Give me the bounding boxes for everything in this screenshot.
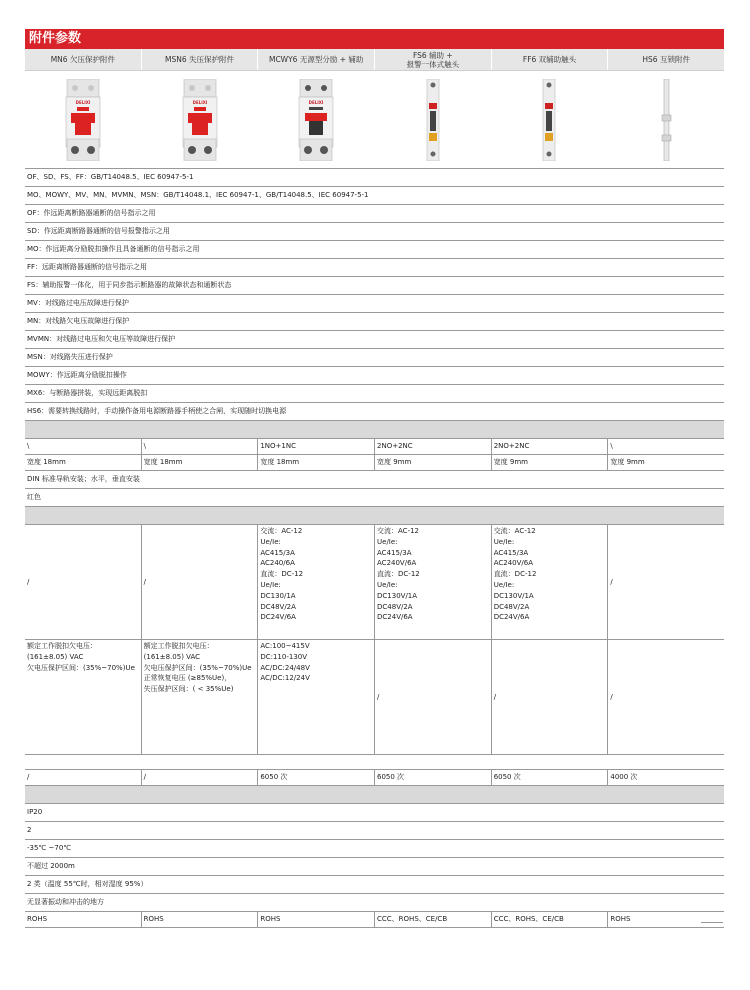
rating-line: AC415/3A <box>493 548 529 557</box>
rating-line: DC24V/6A <box>260 613 296 622</box>
description-rows <box>25 169 724 421</box>
product-hs6 <box>608 71 725 168</box>
table-cell: 宽度 9mm <box>610 458 645 466</box>
desc-row: MO、MOWY、MV、MN、MVMN、MSN：GB/T14048.1、IEC 60947-1、GB/T14048.5、IEC 60947-5-1 <box>25 187 724 205</box>
rating-line: 直流：DC-12 <box>260 570 304 579</box>
rating-line: DC130V/1A <box>377 591 418 600</box>
rating-line: DC48V/2A <box>493 602 530 611</box>
rating-line: AC240V/6A <box>377 559 417 568</box>
rating-line: AC240/6A <box>260 559 295 568</box>
env-row: 2 类（温度 55℃时，相对湿度 95%） <box>25 876 724 894</box>
desc-row: MO：作远距离分励脱扣操作且具备通断的信号指示之用 <box>25 241 724 259</box>
table-cell: ROHS <box>25 912 142 927</box>
rating-line: 直流：DC-12 <box>493 570 537 579</box>
desc-row: FF：远距离断路器通断的信号指示之用 <box>25 259 724 277</box>
desc-row: MN：对线路欠电压故障进行保护 <box>25 313 724 331</box>
rating-line: Ue/Ie: <box>493 537 515 546</box>
rating-line: Ue/Ie: <box>260 537 281 546</box>
rating-line: DC48V/2A <box>260 602 296 611</box>
rating-line: DC130V/1A <box>493 591 534 600</box>
color-row: 红色 <box>25 489 724 507</box>
table-cell: 2NO+2NC <box>375 439 492 454</box>
table-cell <box>25 640 142 754</box>
shunt-auxiliary-module-icon <box>296 79 336 161</box>
rating-line: Ue/Ie: <box>493 580 515 589</box>
contacts-row <box>25 439 724 455</box>
voltage-line: 额定工作脱扣欠电压： <box>143 642 214 650</box>
rating-line: 交流：AC-12 <box>260 527 303 535</box>
rating-line: Ue/Ie: <box>377 537 398 546</box>
section-title: 附件参数 <box>25 29 724 49</box>
interlock-accessory-icon <box>656 79 676 161</box>
spacer-row <box>25 755 724 770</box>
certification-row <box>25 912 724 928</box>
desc-row: FS：辅助报警一体化，用于同步指示断路器的故障状态和通断状态 <box>25 277 724 295</box>
env-row: 不超过 2000m <box>25 858 724 876</box>
table-cell: / <box>25 770 142 785</box>
table-cell: / <box>25 525 142 639</box>
end-rule <box>701 922 723 923</box>
table-cell: / <box>492 640 609 754</box>
voltage-line: DC:110-130V <box>260 652 308 661</box>
desc-row: HS6：需要转换线路时，手动操作备用电源断路器手柄使之合闸，实现随时切换电源 <box>25 403 724 421</box>
rating-line: DC130/1A <box>260 591 296 600</box>
rating-line: Ue/Ie: <box>377 580 398 589</box>
section-band <box>25 421 724 439</box>
table-cell: 6050 次 <box>492 770 609 785</box>
rating-line: DC24V/6A <box>377 613 413 622</box>
environment-rows <box>25 804 724 912</box>
table-cell: 1NO+1NC <box>258 439 375 454</box>
table-cell: 宽度 18mm <box>142 455 259 470</box>
header-hs6: HS6 互锁附件 <box>642 55 690 64</box>
product-image-row <box>25 71 724 169</box>
voltage-line: AC/DC:24/48V <box>260 663 310 672</box>
table-cell: / <box>142 525 259 639</box>
table-cell: 宽度 18mm <box>25 455 142 470</box>
rating-line: AC240V/6A <box>493 559 533 568</box>
desc-row: MV：对线路过电压故障进行保护 <box>25 295 724 313</box>
desc-row: OF：作远距离断路器通断的信号指示之用 <box>25 205 724 223</box>
rating-line: DC48V/2A <box>377 602 413 611</box>
undervoltage-module-icon <box>63 79 103 161</box>
brand-label: DELIXI <box>308 99 324 105</box>
desc-row: MSN：对线路失压进行保护 <box>25 349 724 367</box>
rating-line: AC415/3A <box>260 548 295 557</box>
table-cell <box>142 640 259 754</box>
table-cell: 6050 次 <box>258 770 375 785</box>
table-cell: / <box>610 693 613 701</box>
aux-alarm-contact-icon <box>423 79 443 161</box>
ratings-row <box>25 525 724 640</box>
accessory-parameters-table <box>25 29 724 928</box>
rating-line: 直流：DC-12 <box>377 570 420 579</box>
voltage-row <box>25 640 724 755</box>
table-cell: 宽度 9mm <box>375 455 492 470</box>
table-cell: 2NO+2NC <box>492 439 609 454</box>
no-voltage-module-icon <box>180 79 220 161</box>
table-cell: CCC、ROHS、CE/CB <box>375 912 492 927</box>
installation-row: DIN 标准导轨安装；水平，垂直安装 <box>25 471 724 489</box>
table-cell: CCC、ROHS、CE/CB <box>492 912 609 927</box>
env-row: 无显著振动和冲击的地方 <box>25 894 724 912</box>
table-cell <box>258 525 375 639</box>
voltage-line: (161±8.05) VAC <box>143 652 201 661</box>
section-band <box>25 507 724 525</box>
desc-row: MX6：与断路器拼装，实现远距离脱扣 <box>25 385 724 403</box>
table-cell: / <box>610 578 613 586</box>
table-cell: 6050 次 <box>375 770 492 785</box>
table-cell: 4000 次 <box>610 773 638 781</box>
rating-line: AC415/3A <box>377 548 412 557</box>
table-cell: 宽度 9mm <box>492 455 609 470</box>
rating-line: DC24V/6A <box>493 613 530 622</box>
desc-row: MVMN：对线路过电压和欠电压等故障进行保护 <box>25 331 724 349</box>
header-row <box>25 49 724 71</box>
voltage-line: 正常恢复电压 (≥85%Ue)， <box>143 674 232 683</box>
env-row: -35℃ ~70℃ <box>25 840 724 858</box>
voltage-line: 额定工作脱扣欠电压： <box>27 642 97 650</box>
voltage-line: 欠电压保护区间：(35%~70%)Ue <box>143 663 252 672</box>
header-msn6: MSN6 失压保护附件 <box>142 49 259 70</box>
table-cell: ROHS <box>142 912 259 927</box>
life-row <box>25 770 724 786</box>
voltage-line: (161±8.05) VAC <box>27 652 84 661</box>
header-fs6 <box>375 49 492 70</box>
voltage-line: AC:100~415V <box>260 642 310 650</box>
product-mn6 <box>25 71 142 168</box>
table-cell: ROHS <box>258 912 375 927</box>
header-fs6-label: FS6 辅助 + 报警一体式触头 <box>406 50 460 69</box>
product-fs6 <box>375 71 492 168</box>
header-mn6: MN6 欠压保护附件 <box>25 49 142 70</box>
table-cell: / <box>142 770 259 785</box>
width-row <box>25 455 724 471</box>
table-cell <box>375 525 492 639</box>
env-row: 2 <box>25 822 724 840</box>
table-cell: / <box>375 640 492 754</box>
double-aux-contact-icon <box>539 79 559 161</box>
brand-label: DELIXI <box>192 99 208 105</box>
table-cell: \ <box>25 439 142 454</box>
product-msn6 <box>142 71 259 168</box>
table-cell: \ <box>610 442 613 450</box>
rating-line: Ue/Ie: <box>260 580 281 589</box>
voltage-line: 失压保护区间：( < 35%Ue) <box>143 685 234 694</box>
rating-line: 交流：AC-12 <box>377 527 420 535</box>
product-ff6 <box>491 71 608 168</box>
table-cell: \ <box>142 439 259 454</box>
voltage-line: 欠电压保护区间：(35%~70%)Ue <box>27 663 135 672</box>
table-cell <box>258 640 375 754</box>
env-row: IP20 <box>25 804 724 822</box>
header-ff6: FF6 双辅助触头 <box>492 49 609 70</box>
desc-row: SD：作远距离断路器通断的信号报警指示之用 <box>25 223 724 241</box>
desc-row: OF、SD、FS、FF：GB/T14048.5、IEC 60947-5-1 <box>25 169 724 187</box>
product-mcwy6 <box>258 71 375 168</box>
section-band <box>25 786 724 804</box>
table-cell: ROHS <box>610 915 631 923</box>
header-mcwy6: MCWY6 无源型分励 + 辅助 <box>258 49 375 70</box>
rating-line: 交流：AC-12 <box>493 527 536 535</box>
table-cell <box>492 525 609 639</box>
voltage-line: AC/DC:12/24V <box>260 674 310 683</box>
desc-row: MOWY：作远距离分励脱扣操作 <box>25 367 724 385</box>
table-cell: 宽度 18mm <box>258 455 375 470</box>
brand-label: DELIXI <box>75 99 91 105</box>
